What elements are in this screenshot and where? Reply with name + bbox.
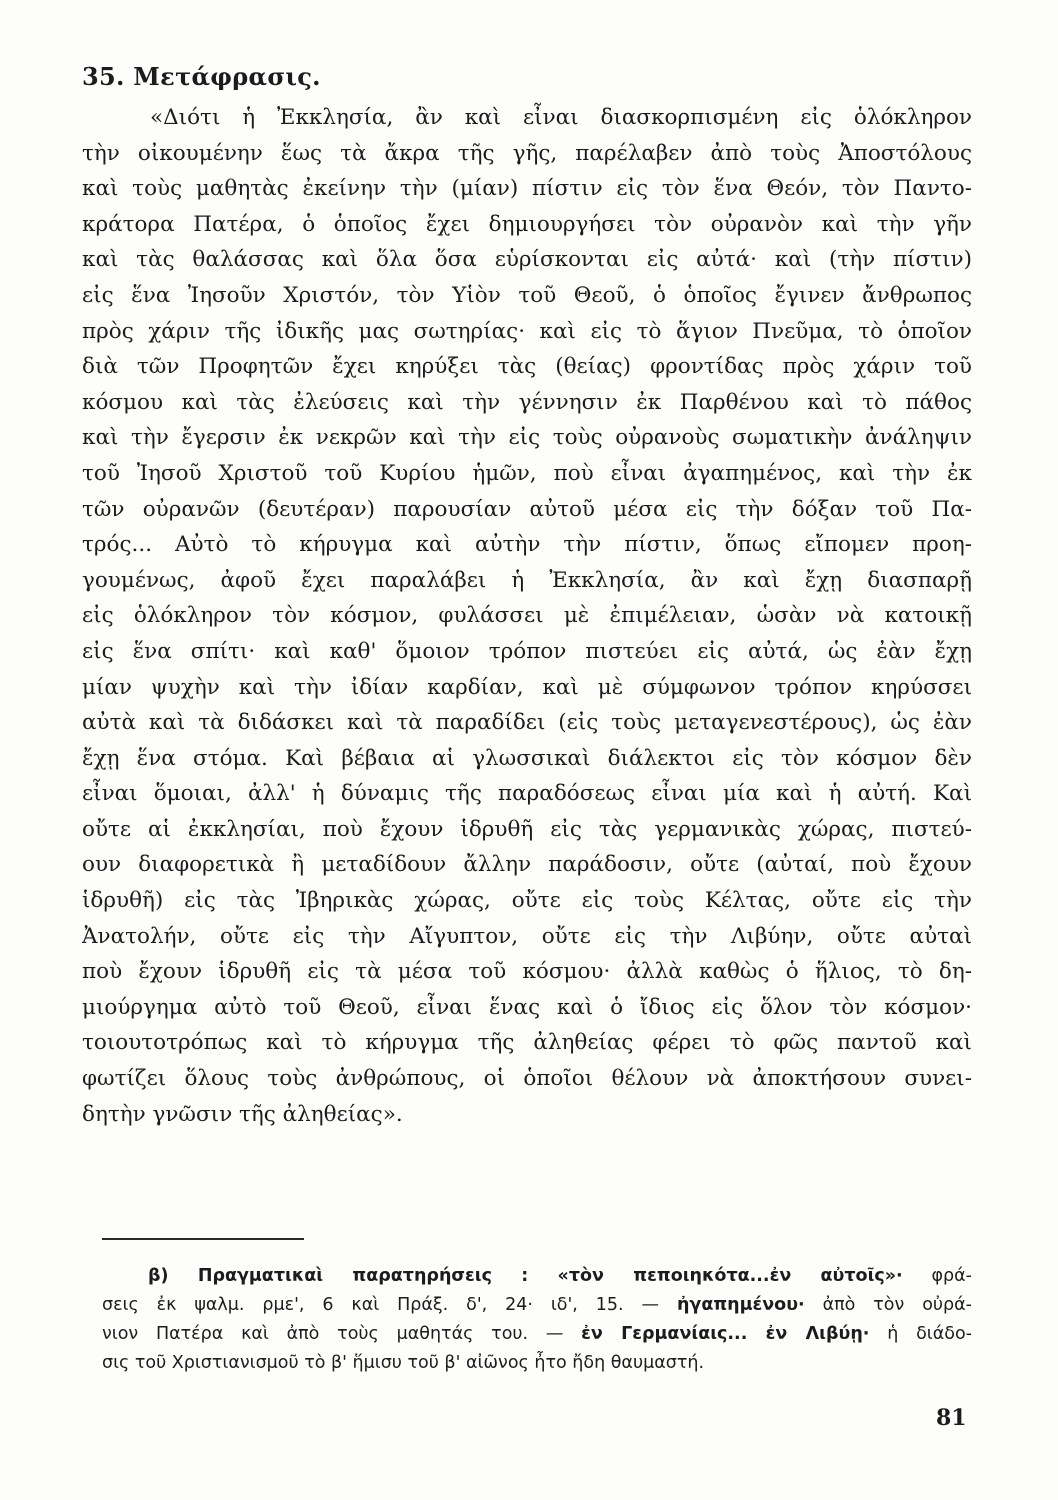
footnote-text: ἀπὸ τὸν οὐρά-: [804, 1295, 972, 1315]
text-line: καὶ τοὺς μαθητὰς ἐκείνην τὴν (μίαν) πίστιν εἰς τὸν ἕνα Θεόν, τὸν Παντο-: [82, 176, 972, 202]
text-line: εἶναι ὅμοιαι, ἀλλ' ἡ δύναμις τῆς παραδόσεως εἶναι μία καὶ ἡ αὐτή. Καὶ: [82, 781, 972, 807]
text-line: δητὴν γνῶσιν τῆς ἀληθείας».: [82, 1101, 403, 1127]
text-line: τῶν οὐρανῶν (δευτέραν) παρουσίαν αὐτοῦ μέσα εἰς τὴν δόξαν τοῦ Πα-: [82, 496, 972, 522]
text-line: κόσμου καὶ τὰς ἐλεύσεις καὶ τὴν γέννησιν ἐκ Παρθένου καὶ τὸ πάθος: [82, 389, 972, 415]
text-line: καὶ τὰς θαλάσσας καὶ ὅλα ὅσα εὑρίσκονται εἰς αὐτά· καὶ (τὴν πίστιν): [82, 247, 972, 273]
text-line: τὴν οἰκουμένην ἕως τὰ ἄκρα τῆς γῆς, παρέλαβεν ἀπὸ τοὺς Ἀποστόλους: [82, 140, 972, 166]
text-line: διὰ τῶν Προφητῶν ἔχει κηρύξει τὰς (θείας) φροντίδας πρὸς χάριν τοῦ: [82, 354, 972, 380]
translation-body: [82, 100, 972, 1132]
text-line: εἰς ὁλόκληρον τὸν κόσμον, φυλάσσει μὲ ἐπιμέλειαν, ὡσὰν νὰ κατοικῇ: [82, 603, 972, 629]
footnote-line: [102, 1262, 972, 1291]
text-line: Ἀνατολήν, οὔτε εἰς τὴν Αἴγυπτον, οὔτε εἰς τὴν Λιβύην, οὔτε αὐταὶ: [82, 923, 972, 949]
text-line: οὔτε αἱ ἐκκλησίαι, ποὺ ἔχουν ἱδρυθῆ εἰς τὰς γερμανικὰς χώρας, πιστεύ-: [82, 816, 972, 842]
text-line: τοιουτοτρόπως καὶ τὸ κήρυγμα τῆς ἀληθείας φέρει τὸ φῶς παντοῦ καὶ: [82, 1030, 972, 1056]
text-line: ποὺ ἔχουν ἱδρυθῆ εἰς τὰ μέσα τοῦ κόσμου· ἀλλὰ καθὼς ὁ ἥλιος, τὸ δη-: [82, 959, 972, 985]
text-line: μιούργημα αὐτὸ τοῦ Θεοῦ, εἶναι ἕνας καὶ ὁ ἴδιος εἰς ὅλον τὸν κόσμον·: [82, 994, 972, 1020]
text-line: μίαν ψυχὴν καὶ τὴν ἰδίαν καρδίαν, καὶ μὲ σύμφωνον τρόπον κηρύσσει: [82, 674, 972, 700]
footnote-text: νιον Πατέρα καὶ ἀπὸ τοὺς μαθητάς του. —: [102, 1324, 564, 1344]
footnote-text: φρά-: [902, 1266, 972, 1286]
text-line: «Διότι ἡ Ἐκκλησία, ἂν καὶ εἶναι διασκορπισμένη εἰς ὁλόκληρον: [150, 105, 972, 130]
text-line: ἔχῃ ἕνα στόμα. Καὶ βέβαια αἱ γλωσσικαὶ διάλεκτοι εἰς τὸν κόσμον δὲν: [82, 745, 972, 771]
text-line: καὶ τὴν ἔγερσιν ἐκ νεκρῶν καὶ τὴν εἰς τοὺς οὐρανοὺς σωματικὴν ἀνάληψιν: [82, 425, 972, 451]
footnote-text: ἡ διάδο-: [869, 1324, 972, 1344]
footnote-line: σις τοῦ Χριστιανισμοῦ τὸ β' ἥμισυ τοῦ β' αἰῶνος ἦτο ἤδη θαυμαστή.: [102, 1353, 705, 1373]
text-line: εἰς ἕνα σπίτι· καὶ καθ' ὅμοιον τρόπον πιστεύει εἰς αὐτά, ὡς ἐὰν ἔχῃ: [82, 638, 972, 664]
text-line: φωτίζει ὅλους τοὺς ἀνθρώπους, οἱ ὁποῖοι θέλουν νὰ ἀποκτήσουν συνει-: [82, 1066, 972, 1092]
text-line: τρός... Αὐτὸ τὸ κήρυγμα καὶ αὐτὴν τὴν πίστιν, ὅπως εἴπομεν προη-: [82, 532, 972, 558]
footnote-term: ἐν Γερμανίαις... ἐν Λιβύῃ·: [581, 1324, 870, 1344]
page-number: 81: [936, 1405, 967, 1431]
text-line: αὐτὰ καὶ τὰ διδάσκει καὶ τὰ παραδίδει (εἰς τοὺς μεταγενεστέρους), ὡς ἐὰν: [82, 710, 972, 736]
text-line: τοῦ Ἰησοῦ Χριστοῦ τοῦ Κυρίου ἡμῶν, ποὺ εἶναι ἀγαπημένος, καὶ τὴν ἐκ: [82, 460, 972, 486]
footnote-divider: [102, 1238, 304, 1240]
footnote-text: σεις ἐκ ψαλμ. ρμε', 6 καὶ Πράξ. δ', 24· ιδ', 15. —: [102, 1295, 660, 1315]
footnote-block: [102, 1262, 972, 1378]
text-line: κράτορα Πατέρα, ὁ ὁποῖος ἔχει δημιουργήσει τὸν οὐρανὸν καὶ τὴν γῆν: [82, 211, 972, 237]
footnote-heading: β) Πραγματικαὶ παρατηρήσεις : «τὸν πεποιηκότα...ἐν αὐτοῖς»·: [148, 1266, 903, 1286]
footnote-term: ἠγαπημένου·: [676, 1295, 805, 1315]
text-line: γουμένως, ἀφοῦ ἔχει παραλάβει ἡ Ἐκκλησία, ἂν καὶ ἔχῃ διασπαρῇ: [82, 567, 972, 593]
footnote-line: [102, 1291, 972, 1320]
text-line: ἱδρυθῆ) εἰς τὰς Ἰβηρικὰς χώρας, οὔτε εἰς τοὺς Κέλτας, οὔτε εἰς τὴν: [82, 888, 972, 914]
footnote-line: [102, 1320, 972, 1349]
text-line: ουν διαφορετικὰ ἢ μεταδίδουν ἄλλην παράδοσιν, οὔτε (αὐταί, ποὺ ἔχουν: [82, 852, 972, 878]
section-heading: 35. Μετάφρασις.: [82, 62, 321, 91]
text-line: πρὸς χάριν τῆς ἰδικῆς μας σωτηρίας· καὶ εἰς τὸ ἅγιον Πνεῦμα, τὸ ὁποῖον: [82, 318, 972, 344]
text-line: εἰς ἕνα Ἰησοῦν Χριστόν, τὸν Υἱὸν τοῦ Θεοῦ, ὁ ὁποῖος ἔγινεν ἄνθρωπος: [82, 282, 972, 308]
